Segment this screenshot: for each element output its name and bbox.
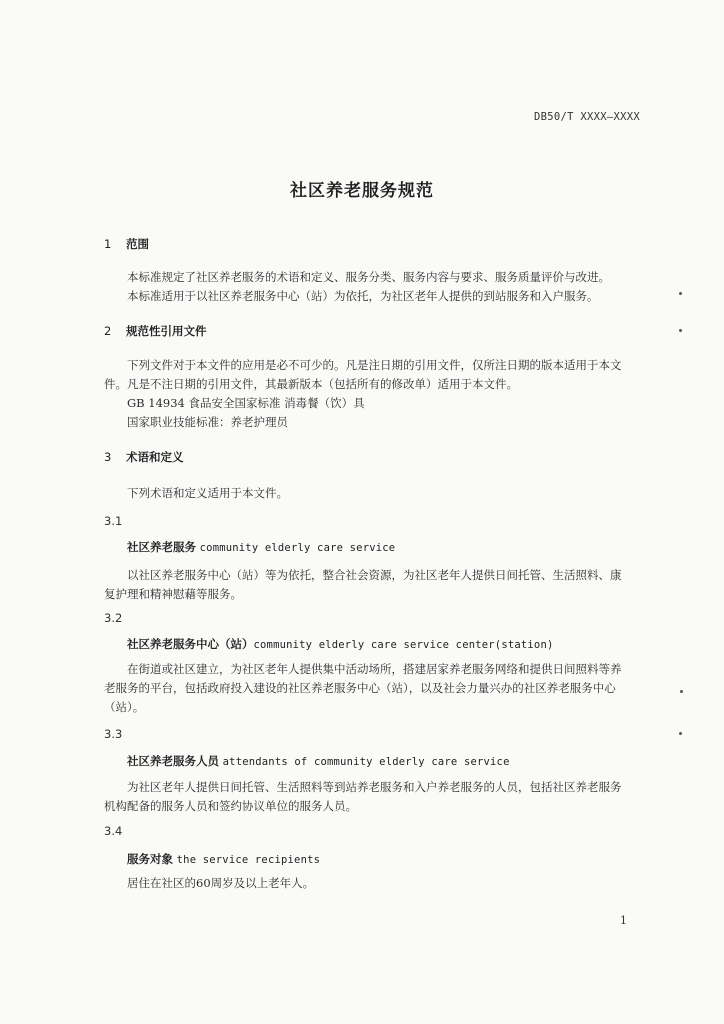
section-3-heading (104, 449, 184, 465)
reference-item-skill-standard: 国家职业技能标准：养老护理员 (127, 415, 288, 429)
document-title: 社区养老服务规范 (290, 181, 434, 201)
section-3-number: 3 (104, 450, 112, 464)
term-3-2-definition-line-1: 在街道或社区建立，为社区老年人提供集中活动场所，搭建居家养老服务网络和提供日间照料等养 (127, 662, 622, 676)
term-3-2-definition-line-2: 老服务的平台，包括政府投入建设的社区养老服务中心（站），以及社会力量兴办的社区养老服务中心 (104, 681, 616, 695)
term-3-4-number: 3.4 (104, 824, 123, 838)
term-3-4-title (127, 851, 320, 867)
section-1-paragraph-1: 本标准规定了社区养老服务的术语和定义、服务分类、服务内容与要求、服务质量评价与改进。 (127, 270, 610, 284)
section-3-title: 术语和定义 (126, 450, 184, 464)
scan-speck (679, 732, 682, 735)
reference-item-gb14934: GB 14934 食品安全国家标准 消毒餐（饮）具 (127, 396, 365, 410)
section-2-title: 规范性引用文件 (126, 324, 207, 338)
term-3-2-definition-line-3: （站）。 (104, 700, 145, 714)
term-3-2-title (127, 636, 554, 652)
scan-speck (679, 292, 682, 295)
term-3-1-number: 3.1 (104, 514, 123, 528)
term-3-1-title (127, 539, 395, 555)
page-number: 1 (620, 914, 627, 927)
section-2-paragraph-line-1: 下列文件对于本文件的应用是必不可少的。凡是注日期的引用文件，仅所注日期的版本适用于本文 (127, 358, 622, 372)
document-code: DB50/T XXXX—XXXX (534, 111, 640, 123)
term-3-3-definition-line-1: 为社区老年人提供日间托管、生活照料等到站养老服务和入户养老服务的人员，包括社区养老服务 (127, 780, 622, 794)
term-3-3-title (127, 753, 510, 769)
section-2-heading (104, 323, 207, 339)
term-3-3-number: 3.3 (104, 727, 123, 741)
section-2-number: 2 (104, 324, 112, 338)
term-3-1-definition-line-1: 以社区养老服务中心（站）等为依托，整合社会资源，为社区老年人提供日间托管、生活照料、康 (127, 568, 622, 582)
scan-speck (679, 329, 682, 332)
term-3-1-cn: 社区养老服务 (127, 540, 196, 554)
term-3-2-en: community elderly care service center(station) (253, 639, 554, 651)
term-3-2-number: 3.2 (104, 611, 123, 625)
term-3-4-definition-line-1: 居住在社区的60周岁及以上老年人。 (127, 876, 315, 890)
section-3-intro: 下列术语和定义适用于本文件。 (127, 486, 288, 500)
term-3-1-en: community elderly care service (199, 542, 396, 554)
section-1-title: 范围 (126, 237, 149, 251)
term-3-1-definition-line-2: 复护理和精神慰藉等服务。 (104, 587, 242, 601)
term-3-3-en: attendants of community elderly care service (222, 756, 510, 768)
term-3-4-cn: 服务对象 (127, 852, 173, 866)
term-3-3-cn: 社区养老服务人员 (127, 754, 219, 768)
term-3-2-cn: 社区养老服务中心（站） (127, 637, 254, 651)
section-1-paragraph-2: 本标准适用于以社区养老服务中心（站）为依托，为社区老年人提供的到站服务和入户服务。 (127, 289, 599, 303)
term-3-4-en: the service recipients (176, 854, 321, 866)
scan-speck (680, 690, 683, 693)
section-2-paragraph-line-2: 件。凡是不注日期的引用文件，其最新版本（包括所有的修改单）适用于本文件。 (104, 377, 518, 391)
term-3-3-definition-line-2: 机构配备的服务人员和签约协议单位的服务人员。 (104, 799, 357, 813)
section-1-number: 1 (104, 237, 112, 251)
section-1-heading (104, 236, 149, 252)
